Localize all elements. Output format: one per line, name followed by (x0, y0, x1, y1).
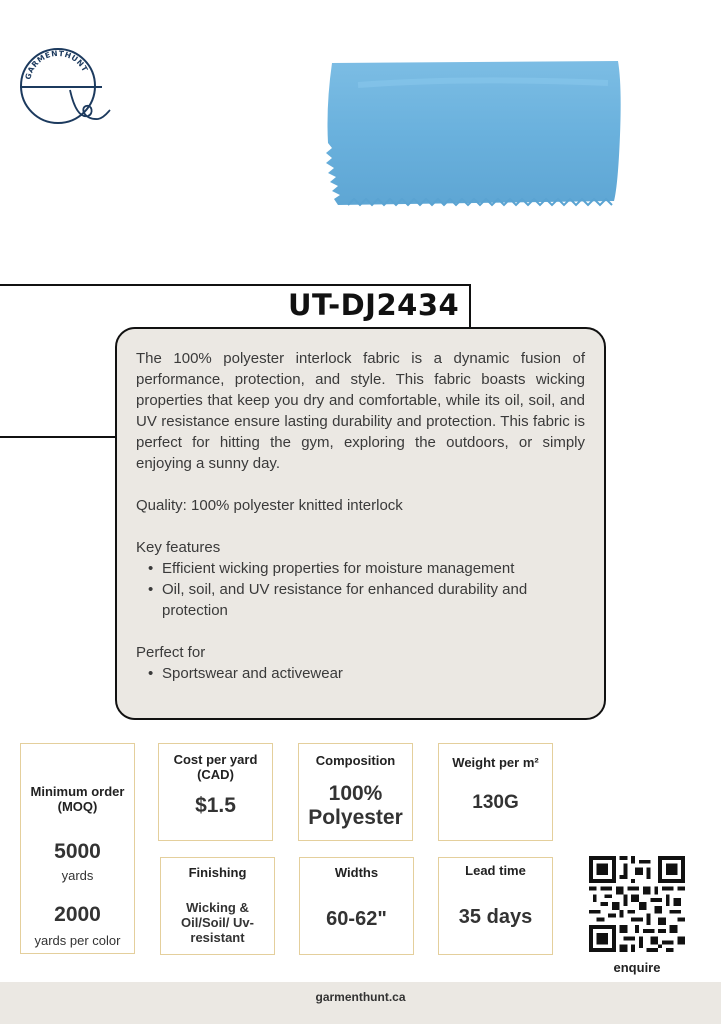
qr-code-icon[interactable] (589, 856, 685, 952)
product-code: UT-DJ2434 (288, 288, 460, 322)
weight-label: Weight per m² (452, 755, 539, 770)
garmenthunt-logo (18, 46, 114, 130)
list-item: • Sportswear and activewear (144, 663, 585, 684)
list-item: • Oil, soil, and UV resistance for enhanced durability and protection (144, 579, 585, 621)
moq-label: Minimum order (MOQ) (30, 784, 125, 814)
key-features-list (144, 558, 585, 621)
composition-label: Composition (315, 753, 396, 768)
finishing-value: Wicking & Oil/Soil/ Uv-resistant (181, 900, 254, 945)
lead-time-value: 35 days (458, 906, 533, 928)
fabric-swatch-image (318, 55, 628, 210)
moq-per-color-unit: yards per color (34, 933, 121, 948)
widths-label: Widths (334, 865, 379, 880)
moq-box (20, 743, 135, 954)
widths-box (299, 857, 414, 955)
moq-per-color-value: 2000 (54, 903, 101, 926)
lead-time-box (438, 857, 553, 955)
widths-value: 60-62" (326, 908, 387, 930)
enquire-label[interactable]: enquire (613, 960, 661, 975)
svg-text:GARMENTHUNT (23, 49, 90, 81)
composition-value-line2: Polyester (308, 806, 403, 829)
moq-value: 5000 (54, 840, 101, 863)
composition-box (298, 743, 413, 841)
weight-value: 130G (472, 792, 519, 813)
product-description: The 100% polyester interlock fabric is a dynamic fusion of performance, protection, and style. This fabric boasts wicking properties that keep you dry and comfortable, while its oil, soil, and UV resistance ensure lasting durability and protection. This fabric is perfect for hitting the gym, exploring the outdoors, or simply enjoying a sunny day. (136, 350, 585, 472)
finishing-box (160, 857, 275, 955)
cost-value: $1.5 (195, 794, 236, 817)
logo-text: GARMENTHUNT (23, 48, 90, 81)
finishing-label: Finishing (188, 865, 247, 880)
key-features-title: Key features (136, 539, 221, 556)
moq-unit: yards (61, 868, 94, 883)
composition-value-line1: 100% (328, 782, 383, 805)
description-card (115, 327, 606, 720)
footer-website[interactable]: garmenthunt.ca (0, 982, 721, 1024)
perfect-for-title: Perfect for (136, 644, 206, 661)
perfect-for-list (144, 663, 585, 684)
cost-label: Cost per yard (CAD) (173, 752, 258, 782)
weight-box (438, 743, 553, 841)
cost-box (158, 743, 273, 841)
lead-time-label: Lead time (465, 863, 526, 878)
quality-text: Quality: 100% polyester knitted interlock (136, 497, 403, 514)
list-item: • Efficient wicking properties for moisture management (144, 558, 585, 579)
